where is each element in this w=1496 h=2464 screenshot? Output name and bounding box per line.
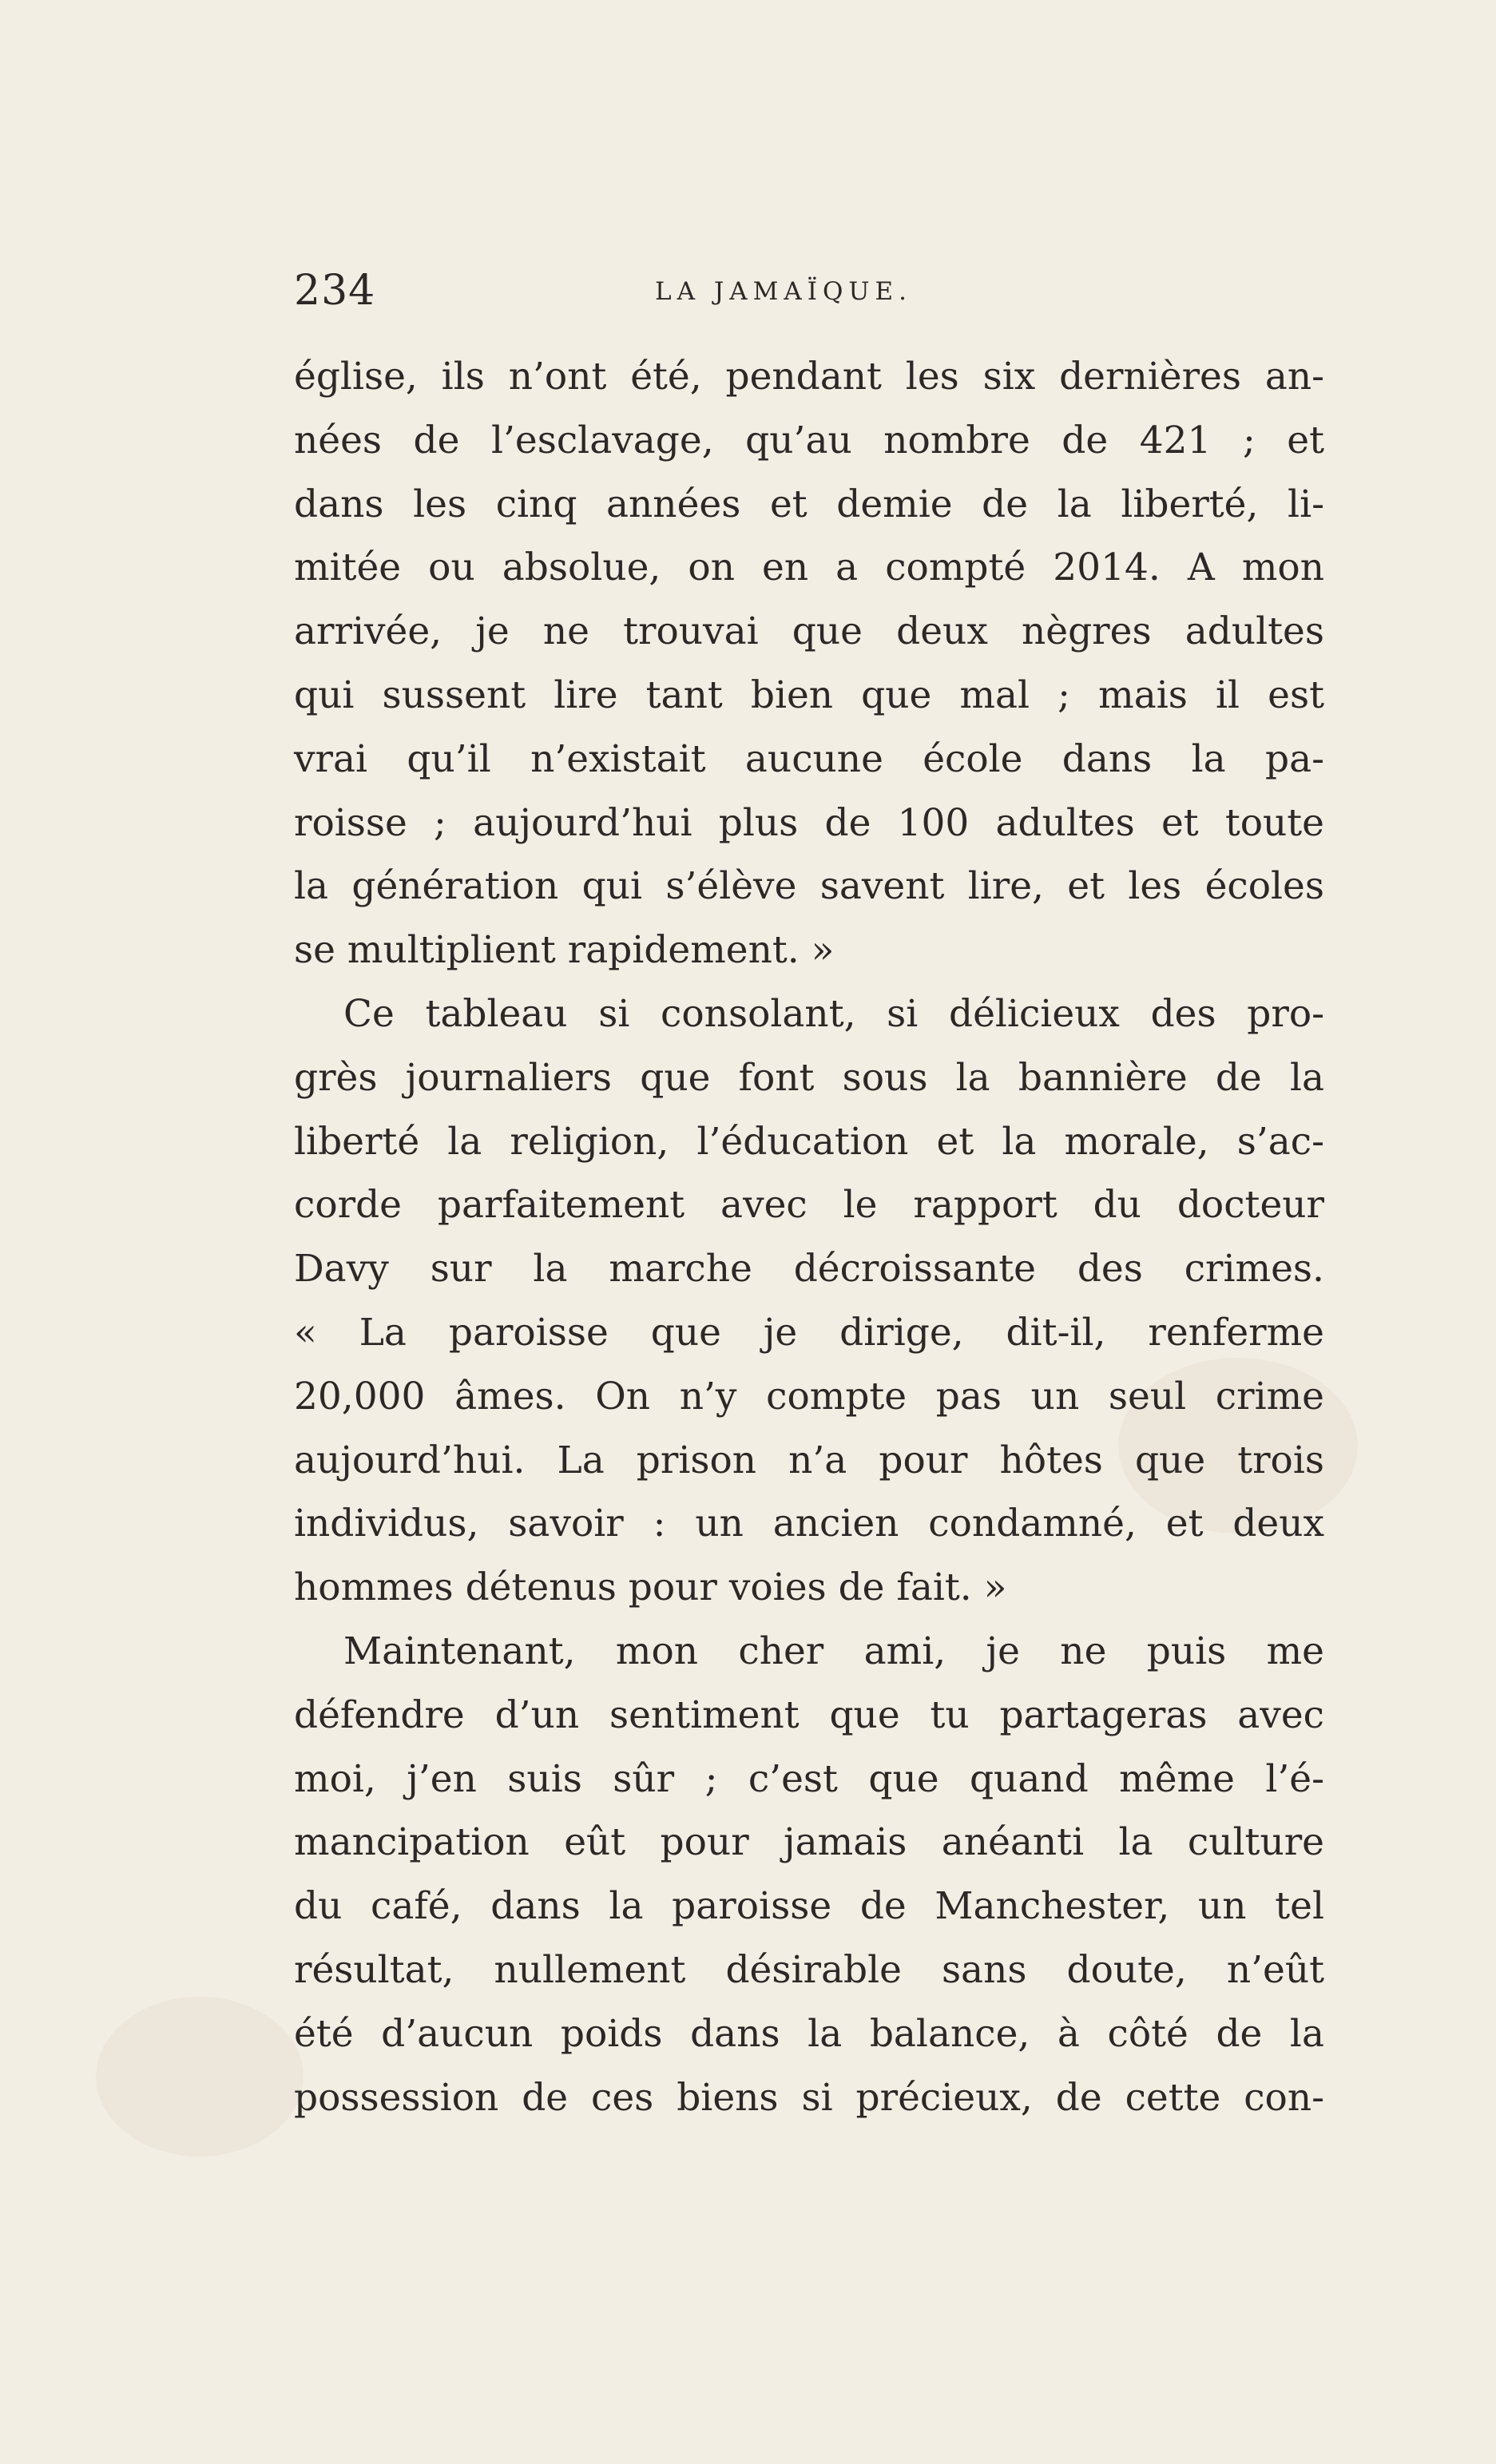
text-line: hommes détenus pour voies de fait. »: [294, 1565, 1007, 1610]
text-line: Maintenant, mon cher ami, je ne puis me: [343, 1629, 1324, 1673]
text-line: moi, j’en suis sûr ; c’est que quand même l’é-: [294, 1756, 1324, 1801]
text-line: mitée ou absolue, on en a compté 2014. A mon: [294, 546, 1324, 590]
text-line: « La paroisse que je dirige, dit-il, renferme: [294, 1310, 1324, 1355]
body-text: [294, 345, 1324, 2129]
text-line: vrai qu’il n’existait aucune école dans la pa-: [294, 736, 1324, 781]
text-line: 20,000 âmes. On n’y compte pas un seul crime: [294, 1374, 1324, 1418]
text-line: roisse ; aujourd’hui plus de 100 adultes et toute: [294, 800, 1324, 845]
text-line: individus, savoir : un ancien condamné, et deux: [294, 1502, 1324, 1546]
text-line: arrivée, je ne trouvai que deux nègres adultes: [294, 609, 1324, 654]
text-line: dans les cinq années et demie de la liberté, li-: [294, 482, 1324, 526]
text-line: nées de l’esclavage, qu’au nombre de 421 ; et: [294, 418, 1324, 462]
text-line: Davy sur la marche décroissante des crimes.: [294, 1247, 1324, 1292]
running-title: LA JAMAÏQUE.: [655, 277, 913, 306]
text-line: église, ils n’ont été, pendant les six dernières an-: [294, 355, 1324, 399]
text-line: aujourd’hui. La prison n’a pour hôtes que trois: [294, 1438, 1324, 1482]
text-line: liberté la religion, l’éducation et la morale, s’ac-: [294, 1119, 1324, 1164]
text-line: Ce tableau si consolant, si délicieux des pro-: [343, 991, 1324, 1036]
text-line: été d’aucun poids dans la balance, à côté de la: [294, 2011, 1324, 2056]
text-line: corde parfaitement avec le rapport du docteur: [294, 1183, 1324, 1228]
paper-stain: [96, 1997, 304, 2156]
text-line: la génération qui s’élève savent lire, et les écoles: [294, 864, 1324, 909]
text-line: grès journaliers que font sous la bannière de la: [294, 1055, 1324, 1100]
text-line: du café, dans la paroisse de Manchester, un tel: [294, 1884, 1324, 1929]
text-line: se multiplient rapidement. »: [294, 928, 835, 973]
text-line: mancipation eût pour jamais anéanti la culture: [294, 1820, 1324, 1865]
text-line: qui sussent lire tant bien que mal ; mais il est: [294, 673, 1324, 717]
text-line: résultat, nullement désirable sans doute, n’eût: [294, 1947, 1324, 1992]
page-number: 234: [294, 267, 376, 315]
text-line: possession de ces biens si précieux, de cette con-: [294, 2075, 1324, 2120]
text-line: défendre d’un sentiment que tu partageras avec: [294, 1692, 1324, 1737]
